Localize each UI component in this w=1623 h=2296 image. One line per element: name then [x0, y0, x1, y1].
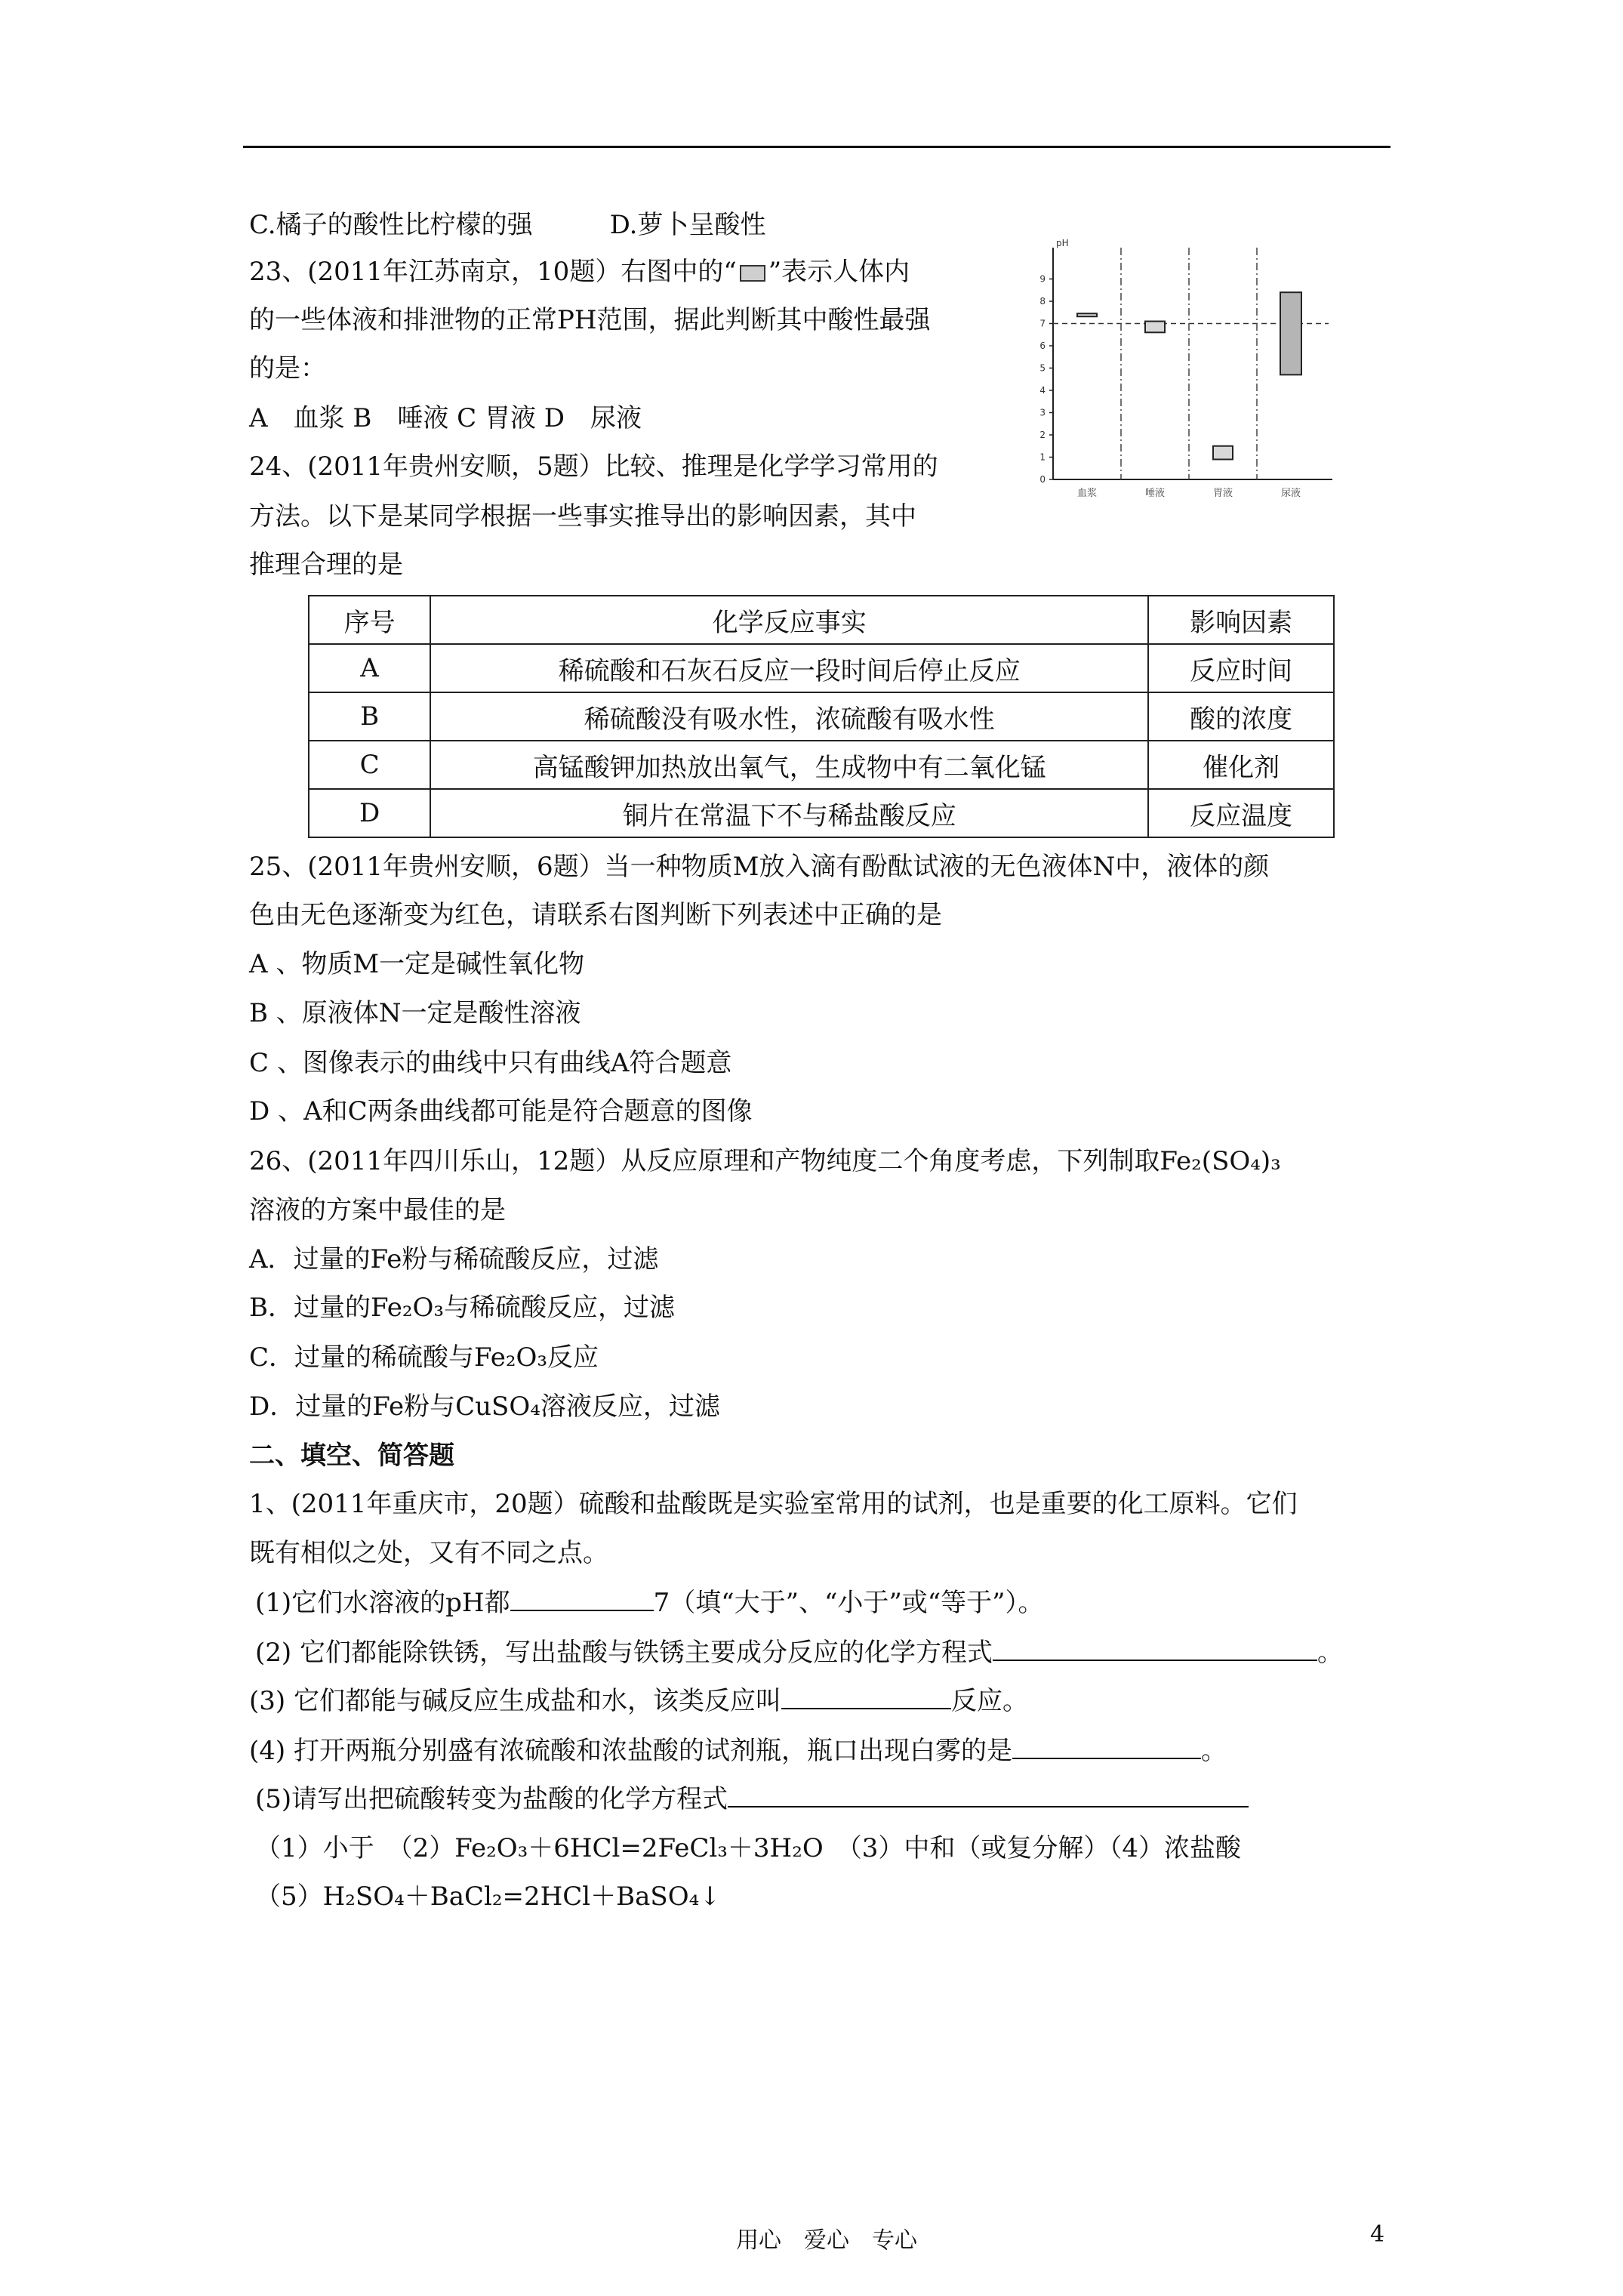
y-tick-label: 6 — [1039, 341, 1046, 351]
page-number: 4 — [1370, 2221, 1385, 2248]
s2-q1-line2: 既有相似之处，又有不同之点。 — [249, 1538, 608, 1568]
table-header-row — [309, 596, 1334, 644]
q26-option-d: D．过量的Fe粉与CuSO₄溶液反应，过滤 — [249, 1391, 720, 1422]
ph-range-bar — [1213, 446, 1233, 460]
y-tick-label: 2 — [1039, 430, 1046, 440]
q26-line1: 26、(2011年四川乐山，12题）从反应原理和产物纯度二个角度考虑，下列制取Fe₂(SO₄)₃ — [249, 1146, 1281, 1176]
table-row — [309, 692, 1334, 741]
q23-options: A 血浆 B 唾液 C 胃液 D 尿液 — [249, 403, 642, 433]
table-cell: B — [309, 692, 430, 741]
q25-option-d: D 、A和C两条曲线都可能是符合题意的图像 — [249, 1096, 753, 1126]
section-heading: 二、填空、简答题 — [249, 1441, 454, 1471]
ph-range-bar — [1145, 322, 1165, 333]
s2-answer-line1: （1）小于 （2）Fe₂O₃＋6HCl=2FeCl₃＋3H₂O （3）中和（或复分解）（4）浓盐酸 — [255, 1833, 1241, 1863]
y-tick-label: 1 — [1039, 451, 1046, 463]
s2-part5 — [255, 1783, 1249, 1815]
table-header-cell: 影响因素 — [1148, 596, 1334, 644]
s2-part4-a: (4) 打开两瓶分别盛有浓硫酸和浓盐酸的试剂瓶，瓶口出现白雾的是 — [249, 1736, 1012, 1766]
y-axis-label: pH — [1056, 238, 1069, 248]
table-cell: 反应温度 — [1148, 789, 1334, 837]
table-row — [309, 741, 1334, 789]
table-cell: 酸的浓度 — [1148, 692, 1334, 741]
table-cell: 稀硫酸和石灰石反应一段时间后停止反应 — [430, 644, 1148, 692]
q26-option-c: C．过量的稀硫酸与Fe₂O₃反应 — [249, 1342, 599, 1373]
s2-part4 — [249, 1735, 1227, 1767]
ph-range-chart — [1023, 227, 1340, 513]
s2-q1-line1: 1、(2011年重庆市，20题）硫酸和盐酸既是实验室常用的试剂，也是重要的化工原料。它们 — [249, 1489, 1298, 1519]
q26-option-a: A．过量的Fe粉与稀硫酸反应，过滤 — [249, 1244, 659, 1274]
answer-blank — [728, 1783, 1249, 1808]
s2-part2-b: 。 — [1317, 1638, 1343, 1668]
table-cell: D — [309, 789, 430, 837]
q25-option-b: B 、原液体N一定是酸性溶液 — [249, 998, 581, 1028]
q24-line1: 24、(2011年贵州安顺，5题）比较、推理是化学学习常用的 — [249, 451, 938, 482]
s2-part4-b: 。 — [1200, 1736, 1227, 1766]
category-label: 唾液 — [1144, 488, 1166, 499]
q26-line2: 溶液的方案中最佳的是 — [249, 1195, 506, 1225]
y-tick-label: 0 — [1039, 474, 1046, 485]
answer-blank — [781, 1685, 951, 1709]
y-tick-label: 9 — [1039, 273, 1046, 285]
table-cell: A — [309, 644, 430, 692]
footer-motto: 用心 爱心 专心 — [736, 2227, 917, 2254]
q22-options-tail: C.橘子的酸性比柠檬的强 D.萝卜呈酸性 — [249, 210, 766, 240]
table-cell: C — [309, 741, 430, 789]
table-cell: 催化剂 — [1148, 741, 1334, 789]
q26-option-b: B．过量的Fe₂O₃与稀硫酸反应，过滤 — [249, 1293, 675, 1323]
table-cell: 高锰酸钾加热放出氧气，生成物中有二氧化锰 — [430, 741, 1148, 789]
q25-line2: 色由无色逐渐变为红色，请联系右图判断下列表述中正确的是 — [249, 900, 942, 930]
q25-option-c: C 、图像表示的曲线中只有曲线A符合题意 — [249, 1048, 732, 1078]
s2-answer-line2: （5）H₂SO₄＋BaCl₂=2HCl＋BaSO₄↓ — [255, 1881, 721, 1912]
table-cell: 铜片在常温下不与稀盐酸反应 — [430, 789, 1148, 837]
header-rule — [243, 146, 1390, 148]
s2-part3-b: 反应。 — [950, 1686, 1028, 1716]
q25-option-a: A 、物质M一定是碱性氧化物 — [249, 949, 585, 979]
answer-blank — [510, 1587, 654, 1611]
table-cell: 稀硫酸没有吸水性，浓硫酸有吸水性 — [430, 692, 1148, 741]
category-label: 血浆 — [1076, 488, 1098, 499]
answer-blank — [1012, 1735, 1201, 1759]
ph-range-bar — [1077, 313, 1097, 316]
y-tick-label: 8 — [1039, 296, 1046, 307]
s2-part1-a: (1)它们水溶液的pH都 — [255, 1588, 510, 1618]
q24-table — [308, 595, 1335, 838]
table-row — [309, 644, 1334, 692]
s2-part2 — [255, 1637, 1343, 1669]
answer-blank — [993, 1637, 1317, 1661]
q23-line1-b: ”表示人体内 — [768, 257, 910, 287]
s2-part3 — [249, 1685, 1028, 1717]
category-label: 胃液 — [1212, 488, 1233, 499]
s2-part1 — [255, 1587, 1044, 1619]
table-row — [309, 789, 1334, 837]
table-header-cell: 序号 — [309, 596, 430, 644]
y-tick-label: 3 — [1039, 407, 1046, 418]
q24-line3: 推理合理的是 — [249, 550, 403, 580]
category-label: 尿液 — [1280, 488, 1301, 499]
ph-range-bar — [1280, 292, 1301, 374]
s2-part3-a: (3) 它们都能与碱反应生成盐和水，该类反应叫 — [249, 1686, 781, 1716]
s2-part5-a: (5)请写出把硫酸转变为盐酸的化学方程式 — [255, 1784, 728, 1814]
y-tick-label: 5 — [1039, 362, 1046, 374]
q23-line1 — [249, 257, 910, 288]
q24-line2: 方法。以下是某同学根据一些事实推导出的影响因素，其中 — [249, 501, 916, 532]
y-tick-label: 4 — [1039, 385, 1046, 396]
q23-line2: 的一些体液和排泄物的正常PH范围，据此判断其中酸性最强 — [249, 305, 931, 335]
q23-line1-a: 23、(2011年江苏南京，10题）右图中的“ — [249, 257, 737, 287]
s2-part2-a: (2) 它们都能除铁锈，写出盐酸与铁锈主要成分反应的化学方程式 — [255, 1638, 993, 1668]
range-box-icon — [740, 265, 765, 282]
table-cell: 反应时间 — [1148, 644, 1334, 692]
y-tick-label: 7 — [1039, 318, 1046, 329]
table-header-cell: 化学反应事实 — [430, 596, 1148, 644]
s2-part1-b: 7（填“大于”、“小于”或“等于”）。 — [653, 1588, 1044, 1618]
q23-line3: 的是： — [249, 353, 326, 384]
q25-line1: 25、(2011年贵州安顺，6题）当一种物质M放入滴有酚酞试液的无色液体N中，液体的颜 — [249, 852, 1270, 882]
